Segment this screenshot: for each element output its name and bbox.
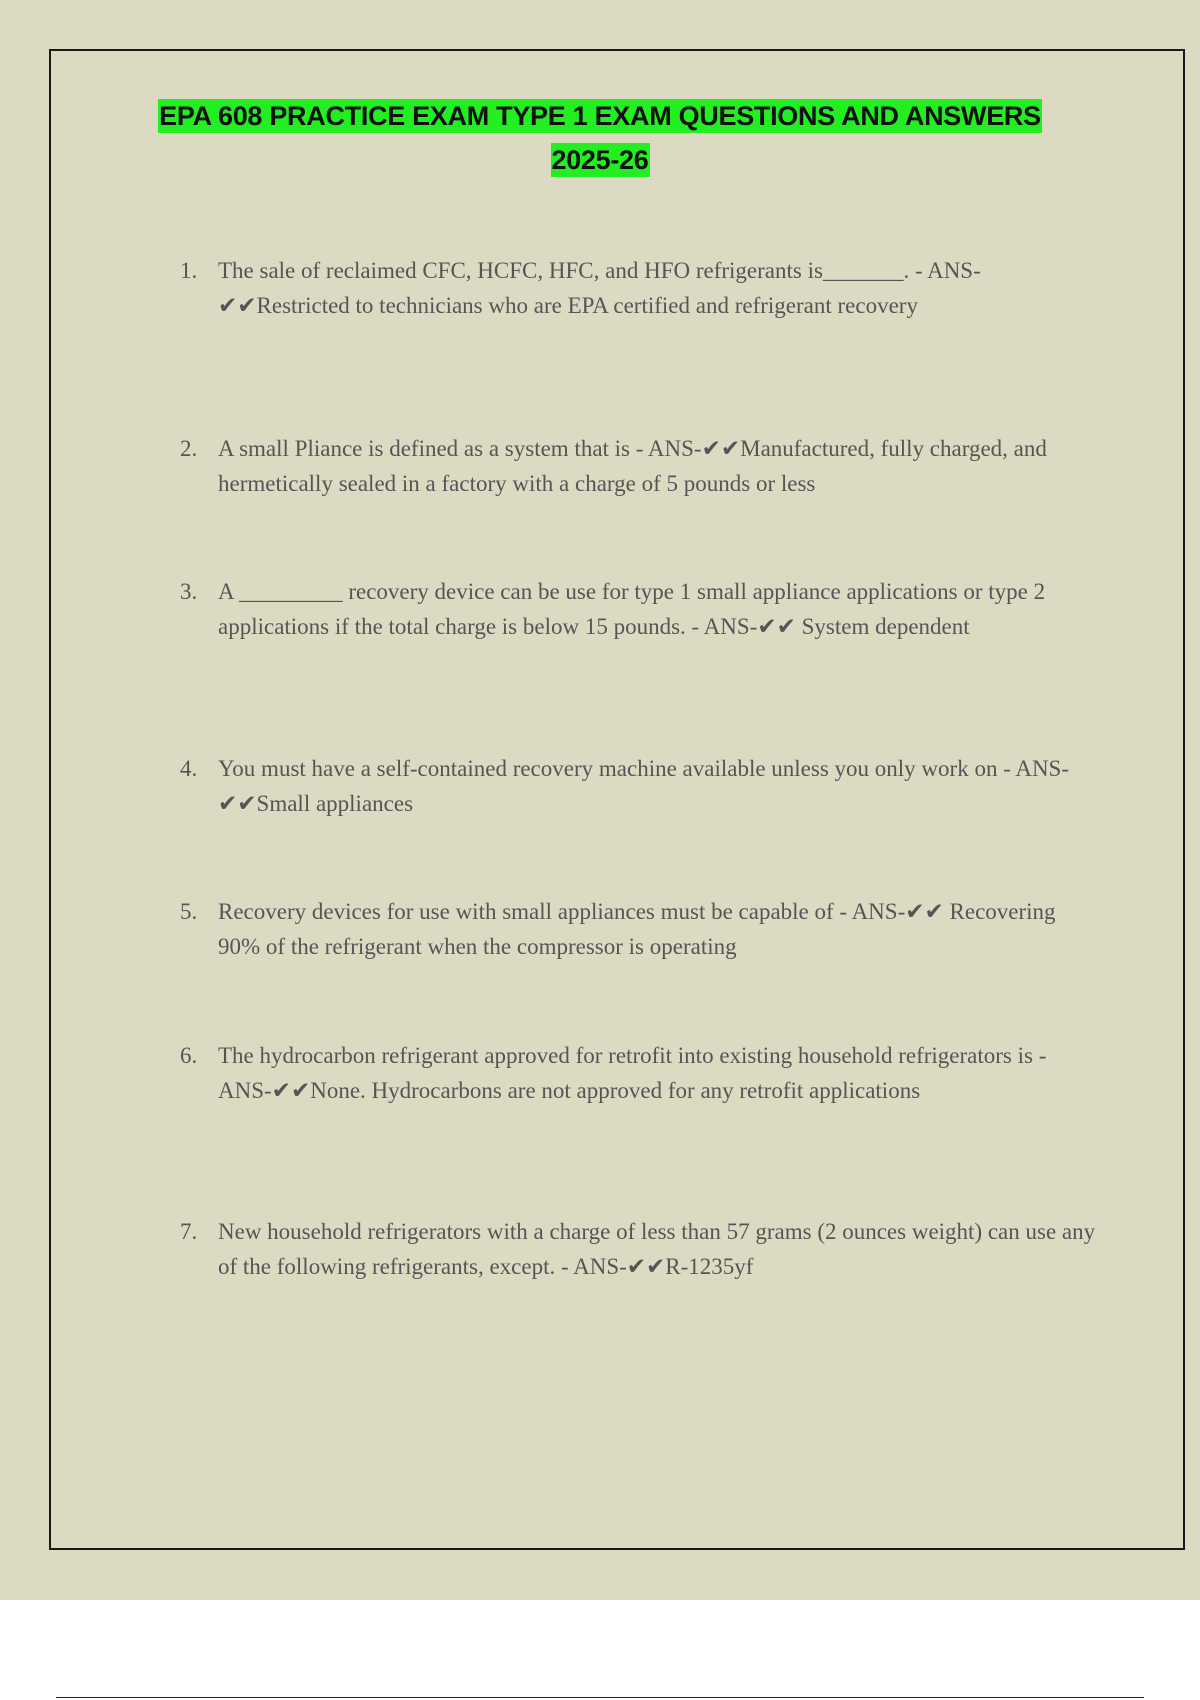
question-number: 1. [180,258,198,283]
footer-divider [56,1697,1144,1698]
question-number: 3. [180,579,198,604]
document-title [0,94,1200,182]
question-text: The sale of reclaimed CFC, HCFC, HFC, and HFO refrigerants is_______. - ANS-✔✔Restricted to technicians who are EPA certified and refrigerant recovery [218,258,981,318]
question-item [168,254,1098,323]
question-number: 4. [180,756,198,781]
question-text: New household refrigerators with a charge of less than 57 grams (2 ounces weight) can use any of the following refrigerants, except. - ANS-✔✔R-1235yf [218,1219,1096,1279]
question-item [168,895,1098,964]
question-number: 7. [180,1219,198,1244]
question-number: 5. [180,899,198,924]
question-text: Recovery devices for use with small appliances must be capable of - ANS-✔✔ Recovering 90% of the refrigerant when the compressor is operating [218,899,1056,959]
title-line-2: 2025-26 [551,145,649,175]
question-text: The hydrocarbon refrigerant approved for retrofit into existing household refrigerators is - ANS-✔✔None. Hydrocarbons are not approved for any retrofit applications [218,1043,1047,1103]
question-item [168,752,1098,821]
question-item [168,1215,1098,1284]
question-text: A small Pliance is defined as a system that is - ANS-✔✔Manufactured, fully charged, and hermetically sealed in a factory with a charge of 5 pounds or less [218,436,1047,496]
question-number: 6. [180,1043,198,1068]
question-item [168,1039,1098,1108]
question-item [168,432,1098,501]
title-line-1: EPA 608 PRACTICE EXAM TYPE 1 EXAM QUESTIONS AND ANSWERS [159,101,1041,131]
question-number: 2. [180,436,198,461]
question-item [168,575,1098,644]
question-text: You must have a self-contained recovery machine available unless you only work on - ANS-✔✔Small appliances [218,756,1070,816]
question-text: A _________ recovery device can be use for type 1 small appliance applications or type 2 applications if the total charge is below 15 pounds. - ANS-✔✔ System dependent [218,579,1046,639]
